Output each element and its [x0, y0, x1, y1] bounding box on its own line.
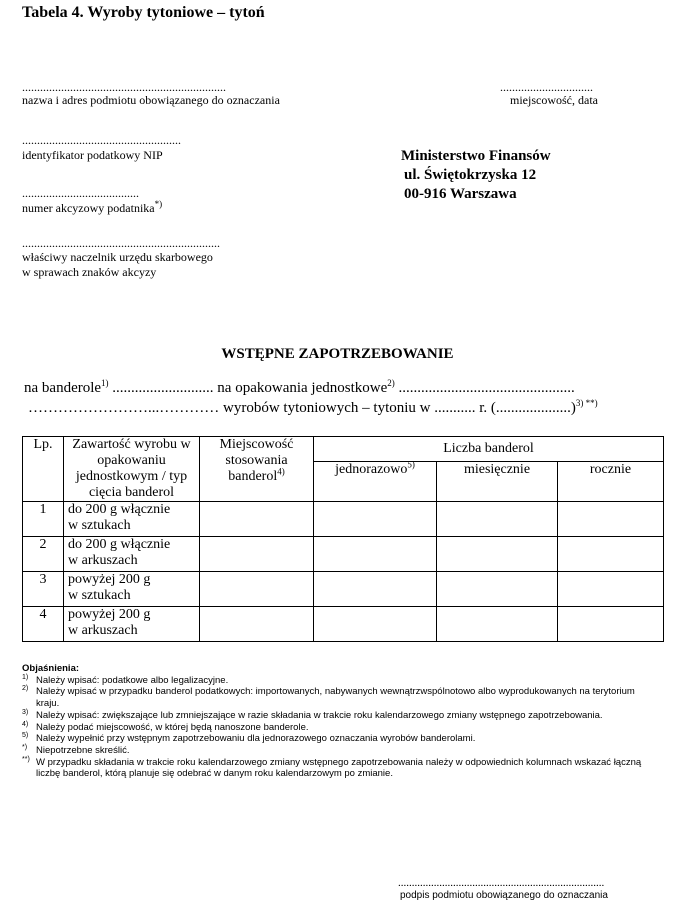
- place-date-label: miejscowość, data: [510, 93, 598, 107]
- note-item: [22, 675, 642, 687]
- notes-section: [22, 663, 642, 780]
- col-header-yearly: rocznie: [558, 462, 664, 502]
- col-header-place-text: Miejscowość stosowania banderol: [219, 437, 294, 484]
- request-line-2: [28, 400, 598, 417]
- row-once-cell[interactable]: [314, 607, 437, 642]
- row-place-cell[interactable]: [200, 607, 314, 642]
- place-date-dots: ...............................: [500, 80, 593, 94]
- office-label-2: w sprawach znaków akcyzy: [22, 265, 157, 279]
- col-header-once-sup: 5): [407, 459, 415, 470]
- note-item: [22, 686, 642, 709]
- row-lp: 4: [23, 607, 64, 642]
- col-header-monthly: miesięcznie: [437, 462, 558, 502]
- row-content-line-2: w arkuszach: [68, 553, 138, 568]
- note-mark: 3): [22, 708, 29, 716]
- note-text: Należy wpisać: zwiększające lub zmniejszające w razie składania w trakcie roku kalendarzowego zmiany wstępnego zapotrzebowania.: [36, 709, 603, 721]
- note-mark: 2): [22, 685, 29, 693]
- note-mark: **): [22, 755, 30, 763]
- request-line-1: [24, 380, 575, 397]
- row-content-line-2: w arkuszach: [68, 623, 138, 638]
- row-yearly-cell[interactable]: [558, 607, 664, 642]
- row-place-cell[interactable]: [200, 502, 314, 537]
- document-heading: WSTĘPNE ZAPOTRZEBOWANIE: [221, 346, 454, 362]
- excise-dots: .......................................: [22, 186, 139, 200]
- note-text: Należy wpisać: podatkowe albo legalizacyjne.: [36, 674, 229, 686]
- row-content: [64, 572, 200, 607]
- ministry-city: 00-916 Warszawa: [404, 186, 517, 202]
- page-title: Tabela 4. Wyroby tytoniowe – tytoń: [22, 4, 265, 21]
- row-yearly-cell[interactable]: [558, 502, 664, 537]
- excise-label-text: numer akcyzowy podatnika: [22, 201, 155, 215]
- row-lp: 1: [23, 502, 64, 537]
- row-yearly-cell[interactable]: [558, 572, 664, 607]
- request-sup-3: 3) **): [575, 398, 598, 408]
- table-row: [23, 607, 664, 642]
- table-row: [23, 537, 664, 572]
- row-lp: 2: [23, 537, 64, 572]
- nip-label: identyfikator podatkowy NIP: [22, 148, 163, 162]
- nip-dots: .....................................................: [22, 133, 181, 147]
- col-header-place-sup: 4): [277, 466, 285, 477]
- row-monthly-cell[interactable]: [437, 572, 558, 607]
- excise-label: [22, 201, 162, 216]
- note-mark: 1): [22, 673, 29, 681]
- table-row: [23, 572, 664, 607]
- row-content-line-1: powyżej 200 g: [68, 572, 151, 587]
- col-header-content: Zawartość wyrobu w opakowaniu jednostkowym / typ cięcia banderol: [64, 437, 200, 502]
- note-item: [22, 710, 642, 722]
- request-table: [22, 436, 664, 642]
- row-content-line-1: powyżej 200 g: [68, 607, 151, 622]
- row-content: [64, 502, 200, 537]
- note-text: Należy wypełnić przy wstępnym zapotrzebowaniu dla jednorazowego oznaczania wyrobów banderolami.: [36, 733, 476, 745]
- row-content-line-1: do 200 g włącznie: [68, 537, 171, 552]
- col-header-lp: Lp.: [23, 437, 64, 502]
- row-monthly-cell[interactable]: [437, 607, 558, 642]
- note-text: Niepotrzebne skreślić.: [36, 744, 130, 756]
- row-monthly-cell[interactable]: [437, 502, 558, 537]
- note-item: [22, 757, 642, 780]
- row-once-cell[interactable]: [314, 572, 437, 607]
- row-monthly-cell[interactable]: [437, 537, 558, 572]
- notes-heading: Objaśnienia:: [22, 663, 80, 674]
- ministry-street: ul. Świętokrzyska 12: [404, 167, 537, 183]
- office-dots: ..................................................................: [22, 236, 220, 250]
- request-sup-2: 2): [387, 378, 395, 388]
- row-place-cell[interactable]: [200, 537, 314, 572]
- row-content: [64, 607, 200, 642]
- request-line-1-dots: ...............................................: [394, 380, 575, 396]
- signature-label: podpis podmiotu obowiązanego do oznaczania: [400, 890, 608, 901]
- col-header-count: Liczba banderol: [314, 437, 664, 462]
- request-packaging-label: ........................... na opakowania jednostkowe: [108, 380, 388, 396]
- row-content: [64, 537, 200, 572]
- table-row: [23, 502, 664, 537]
- name-address-dots: ....................................................................: [22, 80, 226, 94]
- row-content-line-1: do 200 g włącznie: [68, 502, 171, 517]
- note-item: [22, 733, 642, 745]
- col-header-place: [200, 437, 314, 502]
- row-once-cell[interactable]: [314, 502, 437, 537]
- col-header-once: [314, 459, 437, 502]
- office-label-1: właściwy naczelnik urzędu skarbowego: [22, 250, 213, 264]
- row-content-line-2: w sztukach: [68, 588, 131, 603]
- note-item: [22, 745, 642, 757]
- row-content-line-2: w sztukach: [68, 518, 131, 533]
- note-mark: 5): [22, 732, 29, 740]
- request-sup-1: 1): [101, 378, 109, 388]
- note-mark: *): [22, 743, 28, 751]
- note-mark: 4): [22, 720, 29, 728]
- row-once-cell[interactable]: [314, 537, 437, 572]
- ministry-name: Ministerstwo Finansów: [401, 148, 551, 164]
- name-address-label: nazwa i adres podmiotu obowiązanego do oznaczania: [22, 93, 280, 107]
- excise-label-sup: *): [154, 199, 163, 209]
- request-banderole-label: na banderole: [24, 380, 102, 396]
- col-header-once-text: jednorazowo: [335, 462, 408, 477]
- note-text: W przypadku składania w trakcie roku kalendarzowego zmiany wstępnego zapotrzebowania należy w odpowiednich kolumnach wskazać łączną liczbę banderol, którą planuje się odebrać w danym roku kalendarzowym po zmianie.: [36, 756, 642, 780]
- signature-dots: ...........................................................................: [398, 877, 605, 889]
- request-line-2-text: ……………………...………… wyrobów tytoniowych – tytoniu w ........... r. (....................): [28, 400, 576, 416]
- note-text: Należy wpisać w przypadku banderol podatkowych: importowanych, nabywanych wewnątrzwspólnotowo albo wyprodukowanych na terytorium kraju.: [36, 686, 635, 710]
- note-item: [22, 722, 642, 734]
- row-place-cell[interactable]: [200, 572, 314, 607]
- row-yearly-cell[interactable]: [558, 537, 664, 572]
- row-lp: 3: [23, 572, 64, 607]
- note-text: Należy podać miejscowość, w której będą nanoszone banderole.: [36, 721, 309, 733]
